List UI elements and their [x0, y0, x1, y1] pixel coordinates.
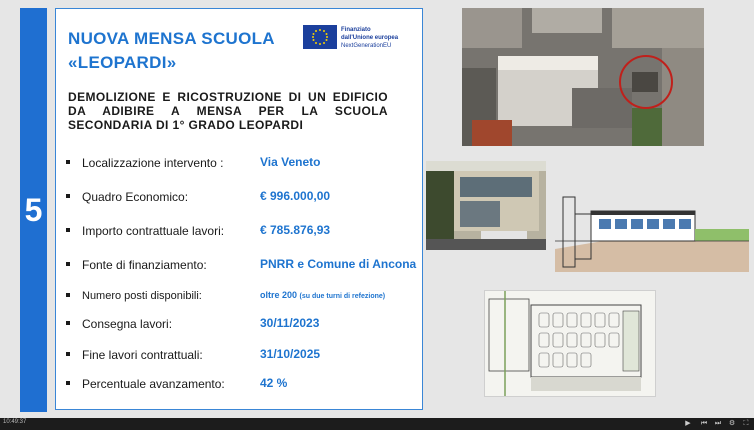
info-row-end-date [66, 347, 321, 363]
aerial-photo [462, 8, 704, 146]
info-row-funding-source [66, 257, 417, 273]
info-value: 42 % [260, 376, 288, 390]
eu-logo-line1: Finanziato [341, 27, 371, 33]
info-row-budget [66, 189, 331, 205]
info-value: PNRR e Comune di Ancona [260, 257, 417, 271]
bullet-icon [66, 228, 70, 232]
title-line-1: NUOVA MENSA SCUOLA [68, 29, 275, 48]
title-line-2: «LEOPARDI» [68, 53, 177, 72]
info-value: € 785.876,93 [260, 223, 331, 237]
info-card [55, 8, 423, 410]
eu-logo-line2: dall'Unione europea [341, 35, 399, 41]
bullet-icon [66, 160, 70, 164]
info-value: 31/10/2025 [260, 347, 321, 361]
play-icon[interactable]: ▶ [685, 420, 691, 427]
timestamp: 10:49:37 [3, 419, 27, 425]
info-value: 30/11/2023 [260, 316, 320, 330]
info-label: Percentuale avanzamento: [82, 376, 225, 391]
info-label: Consegna lavori: [82, 316, 173, 331]
bullet-icon [66, 352, 70, 356]
video-player-bar [0, 418, 754, 430]
fullscreen-icon[interactable]: ⛶ [743, 420, 749, 427]
seats-value: oltre 200 [260, 290, 298, 300]
bullet-icon [66, 262, 70, 266]
bullet-icon [66, 293, 70, 297]
bullet-icon [66, 321, 70, 325]
info-row-progress [66, 376, 288, 392]
info-label: Importo contrattuale lavori: [82, 223, 225, 238]
slide-number: 5 [24, 192, 43, 228]
info-row-location [66, 155, 321, 171]
previous-icon[interactable]: ⏮ [700, 420, 708, 427]
eu-logo-text [341, 26, 398, 50]
info-value: € 996.000,00 [260, 189, 331, 203]
project-description: DEMOLIZIONE E RICOSTRUZIONE DI UN EDIFICIO DA ADIBIRE A MENSA PER LA SCUOLA SECONDARIA DI 1° GRADO LEOPARDI [68, 90, 388, 132]
info-value [260, 290, 385, 300]
slide-title [68, 27, 275, 75]
info-value: Via Veneto [260, 155, 321, 169]
architectural-section-drawing [555, 189, 749, 272]
seats-note: (su due turni di refezione) [299, 293, 386, 300]
next-icon[interactable]: ⏭ [714, 420, 722, 427]
eu-logo-line3: NextGenerationEU [341, 43, 392, 49]
building-photo [426, 161, 546, 250]
eu-flag-icon [303, 25, 337, 49]
bullet-icon [66, 194, 70, 198]
bullet-icon [66, 381, 70, 385]
info-label: Localizzazione intervento : [82, 155, 224, 170]
info-row-delivery [66, 316, 320, 332]
info-label: Numero posti disponibili: [82, 290, 202, 303]
settings-icon[interactable]: ⚙ [728, 420, 736, 427]
info-label: Fonte di finanziamento: [82, 257, 207, 272]
info-label: Quadro Economico: [82, 189, 189, 204]
info-row-contract-amount [66, 223, 331, 239]
floor-plan-drawing [484, 290, 656, 397]
info-row-seats [66, 290, 386, 306]
info-label: Fine lavori contrattuali: [82, 347, 203, 362]
eu-funding-logo [303, 25, 411, 51]
